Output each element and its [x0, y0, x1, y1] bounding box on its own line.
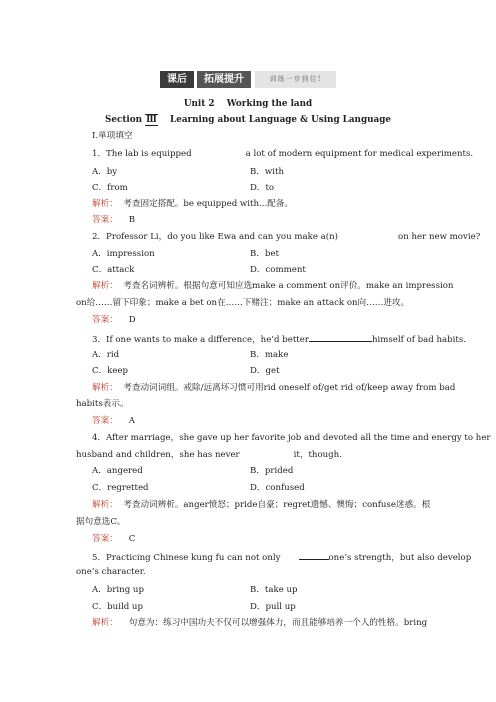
q4-explanation-text1: 考查动词辨析。anger愤怒；pride自豪；regret遗憾、懊悔；confuse迷惑。根 [123, 500, 431, 510]
q4-explanation-label: 解析： [92, 500, 118, 510]
q1-answer [92, 215, 135, 226]
banner-after-class: 课后 [160, 71, 194, 88]
section-rest: Learning about Language & Using Language [157, 115, 391, 125]
q2-answer-label: 答案： [92, 315, 118, 325]
q4-answer-label: 答案： [92, 534, 118, 544]
q3-stem-a: 3．If one wants to make a difference，he’d better [92, 335, 309, 345]
q3-option-d: D．get [250, 366, 280, 376]
q4-stem2-b: it，though. [293, 450, 342, 460]
q5-option-d: D．pull up [250, 602, 296, 612]
q1-stem-a: 1．The lab is equipped [92, 149, 192, 159]
q2-explanation-label: 解析： [92, 281, 118, 291]
q4-stem-line2 [76, 450, 342, 461]
section-banner [160, 71, 336, 88]
q3-option-c: C．keep [92, 366, 129, 376]
q2-answer [92, 315, 136, 326]
q5-explanation-label: 解析： [92, 618, 118, 628]
q2-stem-b: on her new movie? [398, 232, 481, 242]
q5-option-b: B．take up [250, 585, 298, 595]
q5-explanation-text1: 句意为：练习中国功夫不仅可以增强体力，而且能够培养一个人的性格。bring [128, 618, 428, 628]
q4-answer [92, 534, 135, 545]
q3-answer [92, 416, 135, 427]
q3-option-a: A．rid [92, 350, 120, 360]
q3-explanation-line2: habits表示。 [76, 399, 129, 409]
banner-extension: 拓展提升 [197, 71, 251, 88]
q3-explanation-label: 解析： [92, 383, 118, 393]
q1-option-c: C．from [92, 183, 128, 193]
q5-option-a: A．bring up [92, 585, 144, 595]
q4-explanation-line1 [92, 500, 430, 511]
section-title [0, 115, 496, 126]
q1-option-b: B．with [250, 167, 285, 177]
q1-answer-value: B [128, 215, 136, 225]
q3-blank [309, 333, 372, 342]
q4-explanation-line2: 据句意选C。 [76, 517, 126, 527]
q4-option-b: B．prided [250, 466, 294, 476]
q1-answer-label: 答案： [92, 215, 118, 225]
q4-answer-value: C [128, 534, 136, 544]
section-number: Ⅲ [146, 115, 157, 125]
q2-option-d: D．comment [250, 265, 306, 275]
q3-explanation-text1: 考查动词词组。戒除/远离坏习惯可用rid oneself of/get rid of/keep away from bad [123, 383, 456, 393]
q2-stem [92, 232, 480, 243]
q4-option-a: A．angered [92, 466, 143, 476]
q4-stem2-a: husband and children，she has never [76, 450, 240, 460]
q5-option-c: C．build up [92, 602, 143, 612]
q4-option-c: C．regretted [92, 483, 149, 493]
q4-option-d: D．confused [250, 483, 305, 493]
q2-option-a: A．impression [92, 249, 155, 259]
q2-explanation-text1: 考查名词辨析。根据句意可知应选make a comment on评价。make an impression [123, 281, 454, 291]
q2-explanation-line1 [92, 281, 453, 292]
section-prefix: Section [105, 115, 146, 125]
q2-explanation-line2: on给……留下印象；make a bet on在……下赌注；make an attack on向……进攻。 [76, 298, 410, 308]
q2-option-b: B．bet [250, 249, 279, 259]
exercise-heading: Ⅰ.单项填空 [92, 131, 133, 141]
q5-stem1-b: one’s strength，but also develop [328, 553, 472, 563]
q1-explanation [92, 199, 293, 210]
q1-explanation-text: 考查固定搭配。be equipped with...配备。 [123, 199, 294, 209]
q1-explanation-label: 解析： [92, 199, 118, 209]
q1-option-d: D．to [250, 183, 275, 193]
q3-stem [92, 333, 466, 346]
q5-explanation-line1 [92, 618, 427, 629]
unit-title: Unit 2 Working the land [183, 99, 313, 109]
q4-stem-line1: 4．After marriage，she gave up her favorite job and devoted all the time and energy to her [92, 433, 491, 443]
q5-stem1-a: 5．Practicing Chinese kung fu can not only [92, 553, 281, 563]
q2-stem-a: 2．Professor Li，do you like Ewa and can you make a(n) [92, 232, 339, 242]
q3-explanation-line1 [92, 383, 455, 394]
q3-stem-b: himself of bad habits. [371, 335, 466, 345]
q3-answer-label: 答案： [92, 416, 118, 426]
q1-stem-b: a lot of modern equipment for medical experiments. [245, 149, 474, 159]
q3-answer-value: A [128, 416, 135, 426]
q5-stem-line1 [92, 551, 471, 564]
banner-slogan: 训练一步到位! [255, 71, 336, 88]
q2-answer-value: D [128, 315, 136, 325]
q1-option-a: A．by [92, 167, 118, 177]
q5-blank [299, 551, 329, 560]
q3-option-b: B．make [250, 350, 289, 360]
q2-option-c: C．attack [92, 265, 135, 275]
q5-stem-line2: one’s character. [76, 567, 146, 577]
q1-stem [92, 149, 473, 160]
